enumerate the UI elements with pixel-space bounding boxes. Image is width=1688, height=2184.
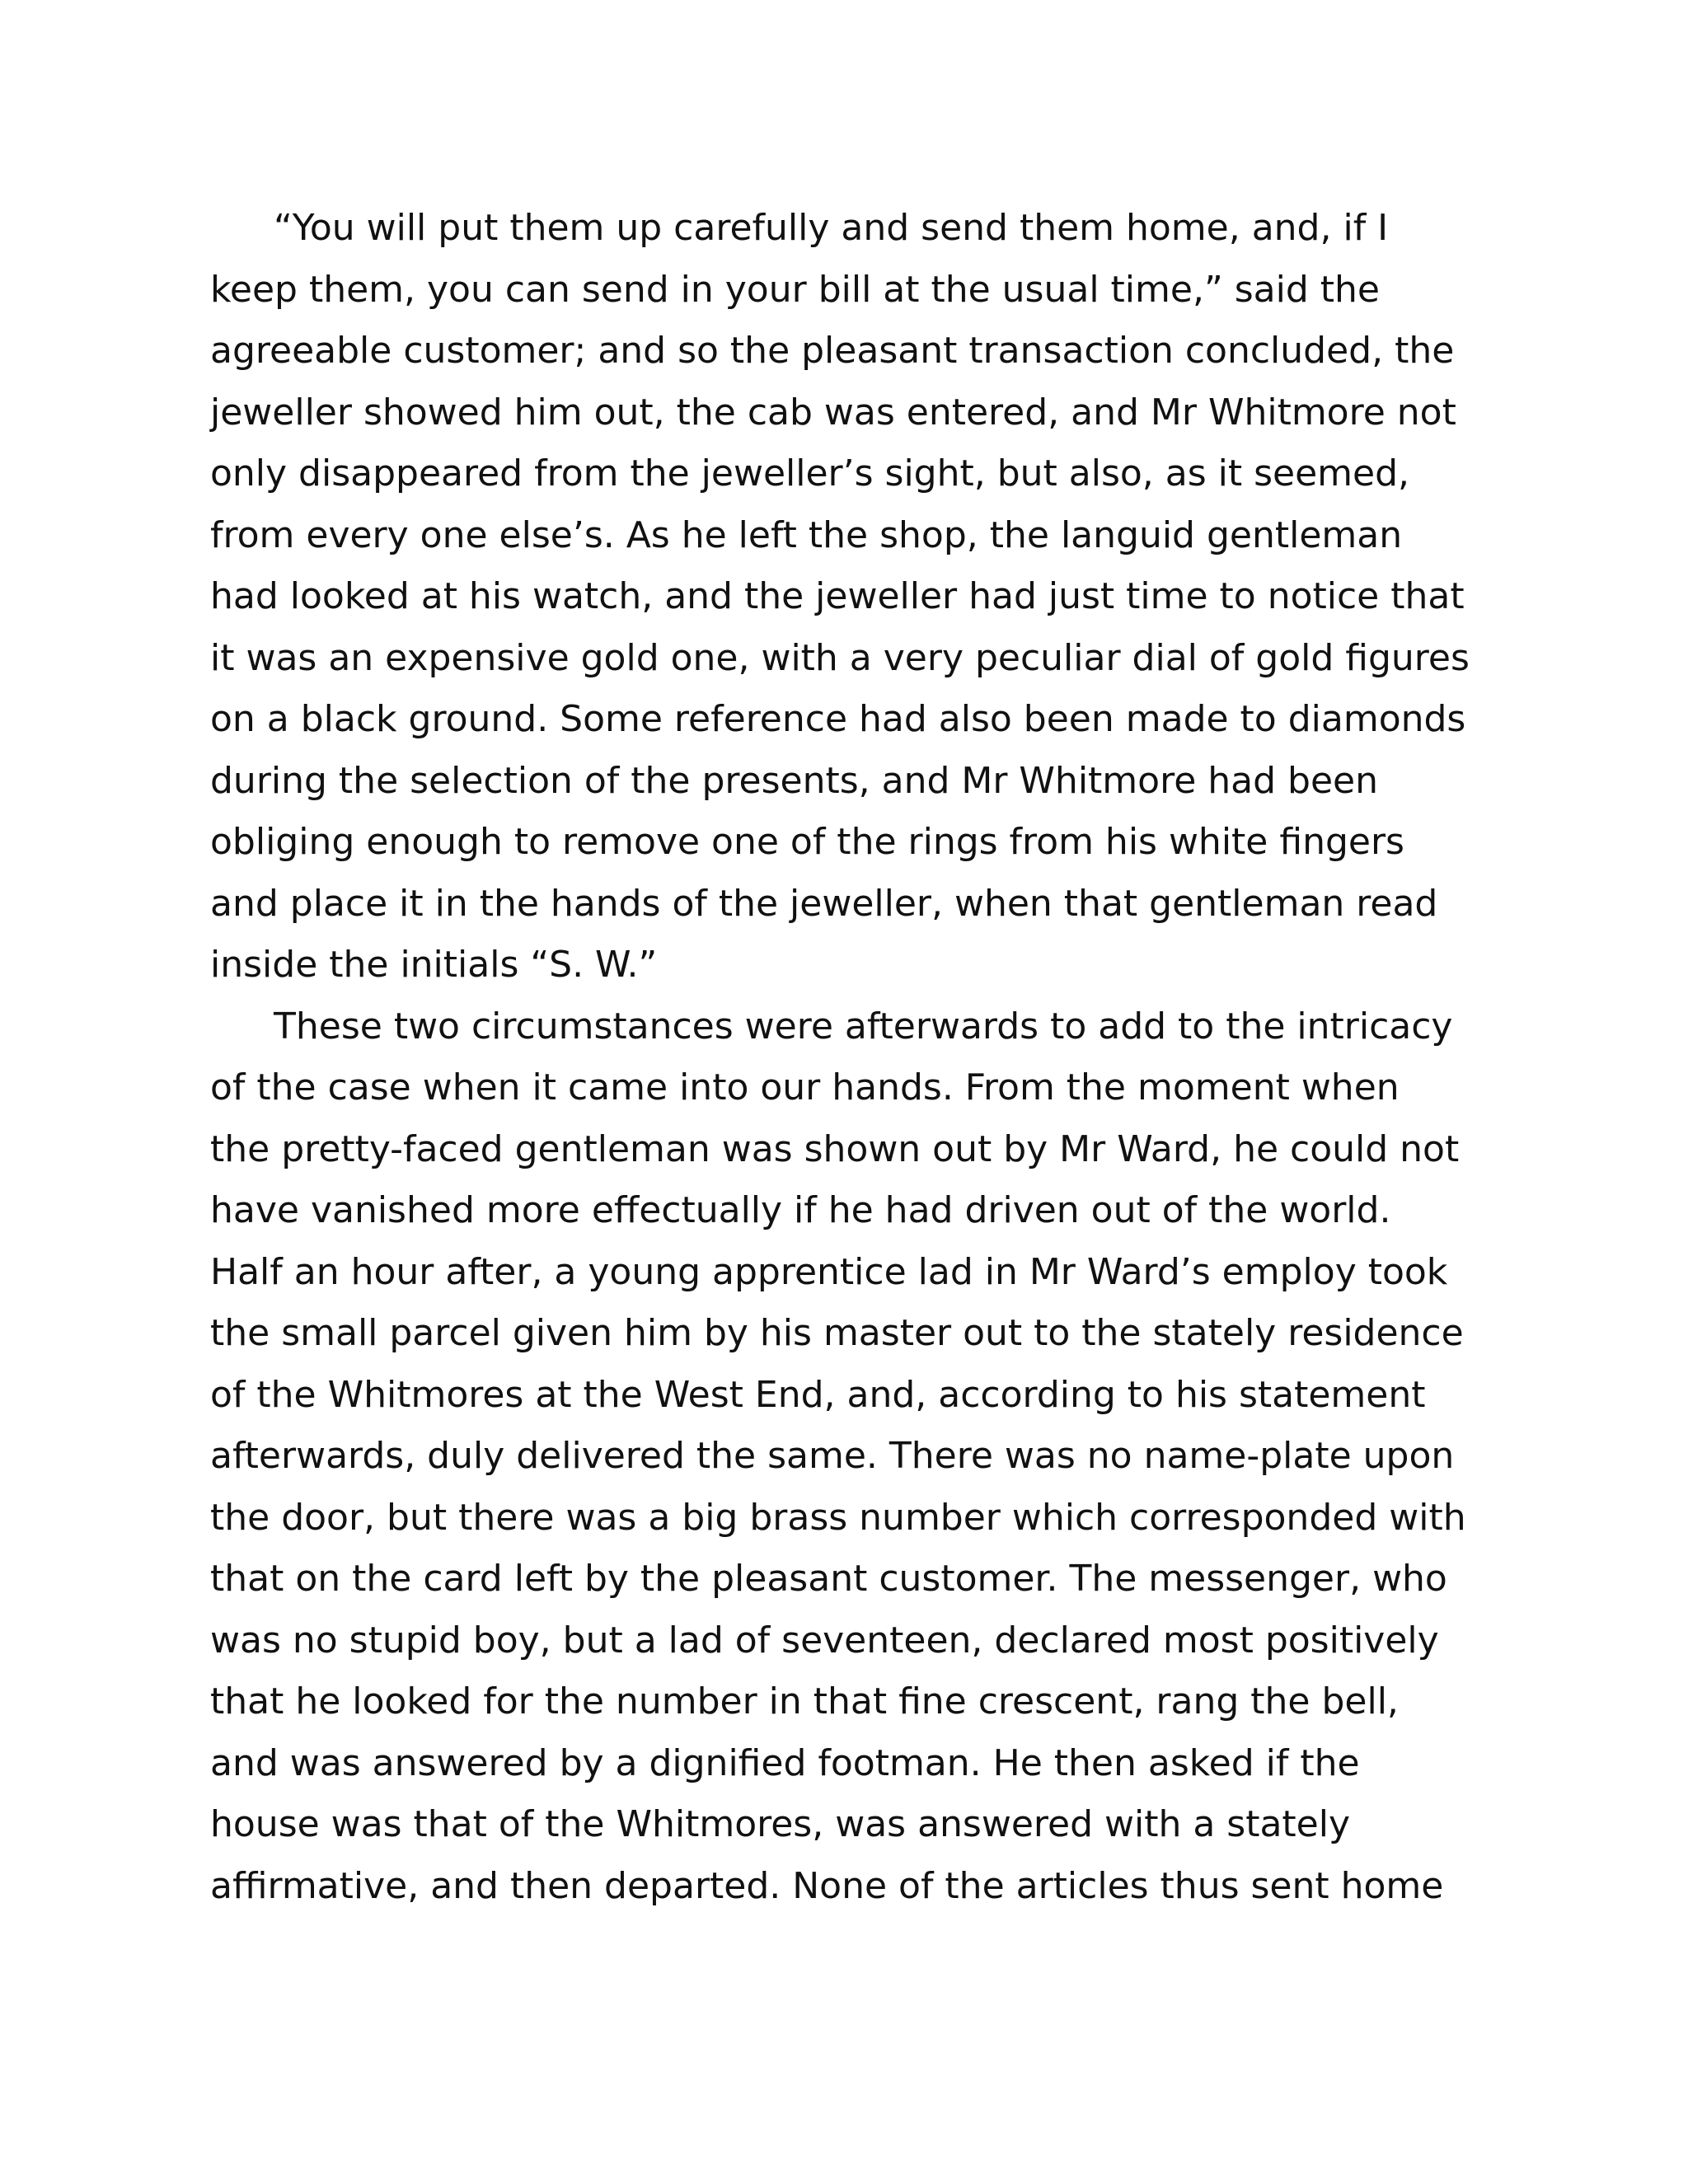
paragraph-2-line-3: the pretty-faced gentleman was shown out by Mr Ward, he could not <box>210 1127 1460 1170</box>
paragraph-1-line-6: from every one else’s. As he left the shop, the languid gentleman <box>210 513 1403 556</box>
paragraph-1-line-3: agreeable customer; and so the pleasant transaction concluded, the <box>210 330 1455 372</box>
paragraph-2-line-9: the door, but there was a big brass number which corresponded with <box>210 1496 1466 1539</box>
paragraph-2-line-6: the small parcel given him by his master out to the stately residence <box>210 1312 1464 1354</box>
body-text <box>210 198 1496 1917</box>
paragraph-2-line-8: afterwards, duly delivered the same. There was no name-plate upon <box>210 1435 1455 1477</box>
paragraph-1-line-11: obliging enough to remove one of the rings from his white fingers <box>210 821 1404 863</box>
paragraph-1-line-12: and place it in the hands of the jeweller, when that gentleman read <box>210 882 1438 925</box>
paragraph-2-line-15: affirmative, and then departed. None of the articles thus sent home <box>210 1864 1444 1907</box>
paragraph-2-line-4: have vanished more effectually if he had driven out of the world. <box>210 1189 1391 1231</box>
paragraph-2-line-12: that he looked for the number in that fine crescent, rang the bell, <box>210 1680 1399 1722</box>
paragraph-2-line-1: These two circumstances were afterwards to add to the intricacy <box>274 1005 1453 1047</box>
paragraph-2-line-11: was no stupid boy, but a lad of seventeen, declared most positively <box>210 1619 1439 1661</box>
paragraph-1-line-1: “You will put them up carefully and send them home, and, if I <box>274 207 1389 249</box>
paragraph-1-line-10: during the selection of the presents, and Mr Whitmore had been <box>210 759 1378 802</box>
paragraph-1-line-9: on a black ground. Some reference had also been made to diamonds <box>210 698 1466 740</box>
paragraph-2-line-13: and was answered by a dignified footman. He then asked if the <box>210 1741 1360 1784</box>
paragraph-1-line-4: jeweller showed him out, the cab was entered, and Mr Whitmore not <box>210 391 1456 434</box>
paragraph-1-line-2: keep them, you can send in your bill at the usual time,” said the <box>210 268 1380 311</box>
paragraph-1-line-7: had looked at his watch, and the jeweller had just time to notice that <box>210 575 1465 617</box>
paragraph-1-line-8: it was an expensive gold one, with a very peculiar dial of gold figures <box>210 636 1470 679</box>
paragraph-2-line-7: of the Whitmores at the West End, and, according to his statement <box>210 1373 1426 1416</box>
paragraph-1-line-5: only disappeared from the jeweller’s sight, but also, as it seemed, <box>210 452 1410 494</box>
paragraph-2-line-14: house was that of the Whitmores, was answered with a stately <box>210 1803 1351 1845</box>
paragraph-2-line-2: of the case when it came into our hands. From the moment when <box>210 1066 1400 1108</box>
paragraph-1-line-13: inside the initials “S. W.” <box>210 944 658 986</box>
paragraph-2-line-10: that on the card left by the pleasant customer. The messenger, who <box>210 1558 1447 1600</box>
paragraph-2-line-5: Half an hour after, a young apprentice lad in Mr Ward’s employ took <box>210 1250 1448 1293</box>
